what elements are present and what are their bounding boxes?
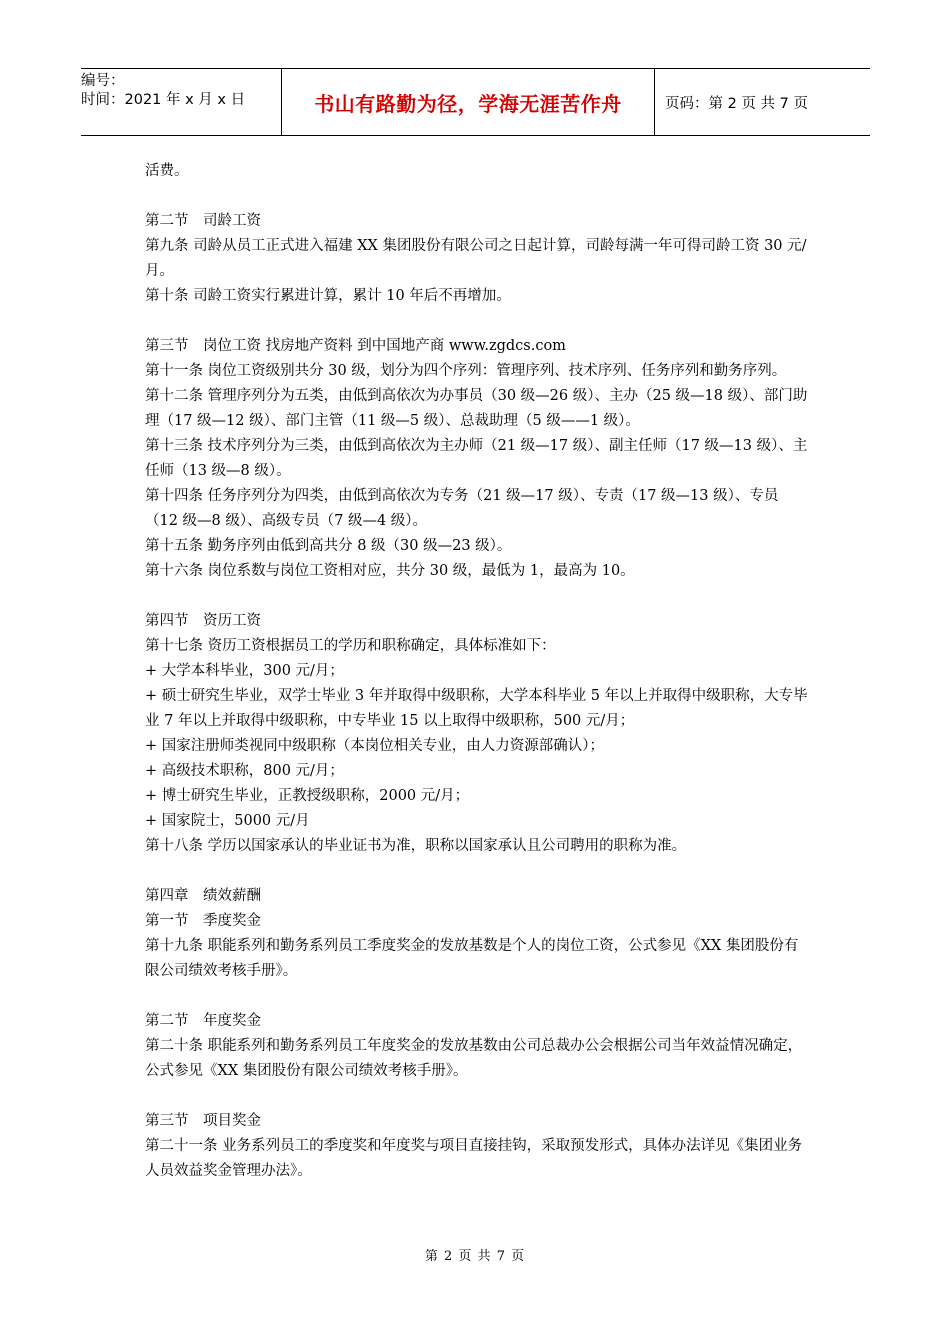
document-date: 时间：2021 年 x 月 x 日 bbox=[81, 92, 246, 108]
article-18: 第十八条 学历以国家承认的毕业证书为准，职称以国家承认且公司聘用的职称为准。 bbox=[145, 838, 687, 854]
document-number-label: 编号： bbox=[81, 73, 125, 89]
list-item: + 国家注册师类视同中级职称（本岗位相关专业，由人力资源部确认）； bbox=[145, 738, 605, 754]
document-body bbox=[145, 159, 810, 1184]
article-14: 第十四条 任务序列分为四类，由低到高依次为专务（21 级—17 级）、专责（17 级—13 级）、专员（12 级—8 级）、高级专员（7 级—4 级）。 bbox=[145, 488, 779, 529]
section-heading: 第三节 项目奖金 bbox=[145, 1113, 261, 1129]
section-heading: 第二节 年度奖金 bbox=[145, 1013, 261, 1029]
list-item: + 硕士研究生毕业，双学士毕业 3 年并取得中级职称，大学本科毕业 5 年以上并取得中级职称，大专毕业 7 年以上并取得中级职称，中专毕业 15 以上取得中级职称，500 元/月； bbox=[145, 688, 808, 729]
section-heading: 第四节 资历工资 bbox=[145, 613, 261, 629]
article-12: 第十二条 管理序列分为五类，由低到高依次为办事员（30 级—26 级）、主办（25 级—18 级）、部门助理（17 级—12 级）、部门主管（11 级—5 级）、总裁助理（5 级——1 级）。 bbox=[145, 388, 808, 429]
article-20: 第二十条 职能系列和勤务系列员工年度奖金的发放基数由公司总裁办公会根据公司当年效益情况确定，公式参见《XX 集团股份有限公司绩效考核手册》。 bbox=[145, 1038, 803, 1079]
article-9: 第九条 司龄从员工正式进入福建 XX 集团股份有限公司之日起计算，司龄每满一年可得司龄工资 30 元/月。 bbox=[145, 238, 807, 279]
header-motto: 书山有路勤为径，学海无涯苦作舟 bbox=[281, 69, 655, 135]
section-heading: 第三节 岗位工资 找房地产资料 到中国地产商 www.zgdcs.com bbox=[145, 338, 566, 354]
paragraph-gap bbox=[145, 1084, 810, 1109]
section-heading: 第一节 季度奖金 bbox=[145, 913, 261, 929]
article-10: 第十条 司龄工资实行累进计算，累计 10 年后不再增加。 bbox=[145, 288, 511, 304]
list-item: + 国家院士，5000 元/月 bbox=[145, 813, 310, 829]
list-item: + 大学本科毕业，300 元/月； bbox=[145, 663, 344, 679]
section-heading: 第二节 司龄工资 bbox=[145, 213, 261, 229]
article-13: 第十三条 技术序列分为三类，由低到高依次为主办师（21 级—17 级）、副主任师（17 级—13 级）、主任师（13 级—8 级）。 bbox=[145, 438, 808, 479]
article-17: 第十七条 资历工资根据员工的学历和职称确定，具体标准如下： bbox=[145, 638, 556, 654]
paragraph-gap bbox=[145, 184, 810, 209]
page-header bbox=[81, 68, 870, 136]
paragraph-gap bbox=[145, 984, 810, 1009]
list-item: + 博士研究生毕业，正教授级职称，2000 元/月； bbox=[145, 788, 470, 804]
header-page-info: 页码：第 2 页 共 7 页 bbox=[665, 95, 808, 112]
page-footer: 第 2 页 共 7 页 bbox=[424, 1249, 526, 1264]
article-11: 第十一条 岗位工资级别共分 30 级，划分为四个序列：管理序列、技术序列、任务序列和勤务序列。 bbox=[145, 363, 787, 379]
chapter-heading: 第四章 绩效薪酬 bbox=[145, 888, 261, 904]
paragraph-gap bbox=[145, 584, 810, 609]
article-16: 第十六条 岗位系数与岗位工资相对应，共分 30 级，最低为 1，最高为 10。 bbox=[145, 563, 635, 579]
list-item: + 高级技术职称，800 元/月； bbox=[145, 763, 344, 779]
paragraph-gap bbox=[145, 309, 810, 334]
header-left-cell bbox=[81, 69, 281, 135]
article-21: 第二十一条 业务系列员工的季度奖和年度奖与项目直接挂钩，采取预发形式，具体办法详见《集团业务人员效益奖金管理办法》。 bbox=[145, 1138, 803, 1179]
article-15: 第十五条 勤务序列由低到高共分 8 级（30 级—23 级）。 bbox=[145, 538, 512, 554]
paragraph-text: 活费。 bbox=[145, 163, 189, 179]
article-19: 第十九条 职能系列和勤务系列员工季度奖金的发放基数是个人的岗位工资，公式参见《XX 集团股份有限公司绩效考核手册》。 bbox=[145, 938, 799, 979]
paragraph-gap bbox=[145, 859, 810, 884]
